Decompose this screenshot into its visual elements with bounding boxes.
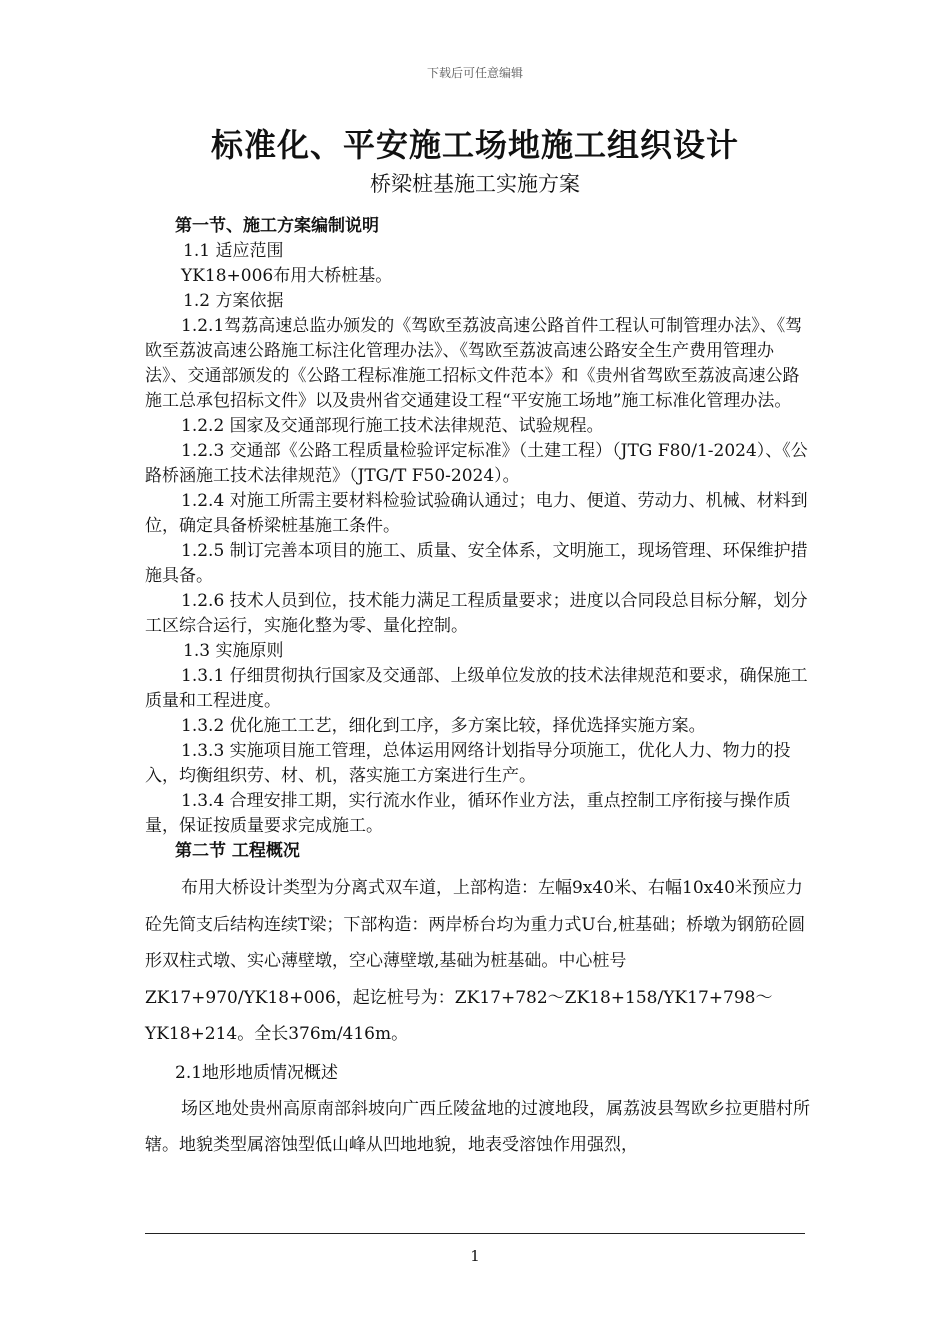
paragraph-1-2-1: 1.2.1驾荔高速总监办颁发的《驾欧至荔波高速公路首件工程认可制管理办法》、《驾欧至荔波高速公路施工标注化管理办法》、《驾欧至荔波高速公路安全生产费用管理办法》、交通部颁发的《公路工程标准施工招标文件范本》和《贵州省驾欧至荔波高速公路施工总承包招标文件》以及贵州省交通建设工程“平安施工场地”施工标准化管理办法。	[145, 316, 803, 411]
document-body	[145, 214, 815, 1164]
scope-text: YK18+006布用大桥桩基。	[181, 266, 393, 286]
paragraph-1-3-1: 1.3.1 仔细贯彻执行国家及交通部、上级单位发放的技术法律规范和要求，确保施工质量和工程进度。	[145, 666, 808, 711]
section1-heading: 第一节、施工方案编制说明	[175, 216, 379, 236]
paragraph-1-3-3: 1.3.3 实施项目施工管理，总体运用网络计划指导分项施工，优化人力、物力的投入，均衡组织劳、材、机，落实施工方案进行生产。	[145, 741, 791, 786]
paragraph-1-2-3: 1.2.3 交通部《公路工程质量检验评定标准》（土建工程）（JTG F80/1-2024）、《公路桥涵施工技术法律规范》（JTG/T F50-2024）。	[145, 441, 808, 486]
document-subtitle: 桥梁桩基施工实施方案	[370, 172, 580, 196]
subsection-1-2: 1.2 方案依据	[183, 291, 284, 311]
paragraph-1-2-4: 1.2.4 对施工所需主要材料检验试验确认通过；电力、便道、劳动力、机械、材料到位，确定具备桥梁桩基施工条件。	[145, 491, 808, 536]
page-number: 1	[470, 1247, 480, 1265]
terrain-paragraph: 场区地处贵州高原南部斜坡向广西丘陵盆地的过渡地段，属荔波县驾欧乡拉更腊村所辖。地貌类型属溶蚀型低山峰从凹地地貌，地表受溶蚀作用强烈，	[145, 1098, 810, 1155]
paragraph-1-2-2: 1.2.2 国家及交通部现行施工技术法律规范、试验规程。	[181, 416, 604, 436]
section2-heading: 第二节 工程概况	[175, 841, 300, 861]
paragraph-1-3-4: 1.3.4 合理安排工期，实行流水作业，循环作业方法，重点控制工序衔接与操作质量，保证按质量要求完成施工。	[145, 791, 791, 836]
footer-divider	[145, 1233, 805, 1234]
header-note: 下载后可任意编辑	[426, 66, 523, 80]
paragraph-1-3-2: 1.3.2 优化施工工艺，细化到工序，多方案比较，择优选择实施方案。	[181, 716, 706, 736]
project-overview-paragraph: 布用大桥设计类型为分离式双车道，上部构造：左幅9x40米、右幅10x40米预应力砼先简支后结构连续T梁；下部构造：两岸桥台均为重力式U台,桩基础；桥墩为钢筋砼圆形双柱式墩、实心薄壁墩，空心薄壁墩,基础为桩基础。中心桩号ZK17+970/YK18+006，起讫桩号为：ZK17+782～ZK18+158/YK17+798～YK18+214。全长376m/416m。	[145, 878, 806, 1044]
paragraph-1-2-5: 1.2.5 制订完善本项目的施工、质量、安全体系，文明施工，现场管理、环保维护措施具备。	[145, 541, 808, 586]
subsection-2-1: 2.1地形地质情况概述	[175, 1062, 339, 1083]
subsection-1-3: 1.3 实施原则	[183, 641, 284, 661]
paragraph-1-2-6: 1.2.6 技术人员到位，技术能力满足工程质量要求；进度以合同段总目标分解，划分工区综合运行，实施化整为零、量化控制。	[145, 591, 808, 636]
subsection-1-1: 1.1 适应范围	[183, 241, 284, 261]
document-title: 标准化、平安施工场地施工组织设计	[210, 126, 739, 164]
